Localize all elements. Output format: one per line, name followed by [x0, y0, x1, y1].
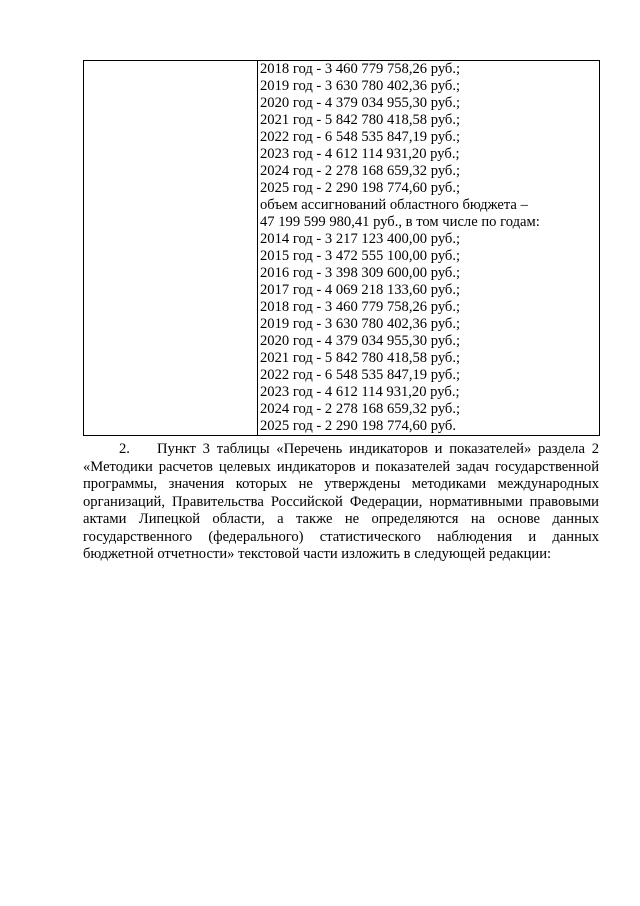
funding-line: 2021 год - 5 842 780 418,58 руб.;	[260, 112, 461, 128]
funding-line: 2025 год - 2 290 198 774,60 руб.;	[260, 180, 461, 196]
table-row	[84, 61, 600, 436]
funding-line: 2021 год - 5 842 780 418,58 руб.;	[260, 350, 461, 366]
funding-line: 2023 год - 4 612 114 931,20 руб.;	[260, 384, 460, 400]
paragraph-number: 2.	[119, 441, 130, 457]
funding-line: 2018 год - 3 460 779 758,26 руб.;	[260, 299, 461, 315]
funding-line: 2017 год - 4 069 218 133,60 руб.;	[260, 282, 461, 298]
funding-line: 2019 год - 3 630 780 402,36 руб.;	[260, 316, 461, 332]
funding-line: объем ассигнований областного бюджета –	[260, 197, 528, 213]
funding-line: 2025 год - 2 290 198 774,60 руб.	[260, 418, 457, 434]
funding-line: 2020 год - 4 379 034 955,30 руб.;	[260, 95, 461, 111]
amendment-paragraph	[83, 441, 599, 564]
paragraph-text: Пункт 3 таблицы «Перечень индикаторов и показателей» раздела 2 «Методики расчетов целевых индикаторов и показателей задач государственной программы, значения которых не утверждены методиками международных организаций, Правительства Российской Федерации, нормативными правовыми актами Липецкой области, а также не определяются на основе данных государственного (федерального) статистического наблюдения и данных бюджетной отчетности» текстовой части изложить в следующей редакции:	[83, 441, 599, 562]
funding-line: 47 199 599 980,41 руб., в том числе по годам:	[260, 214, 540, 230]
funding-line: 2020 год - 4 379 034 955,30 руб.;	[260, 333, 461, 349]
funding-table	[83, 60, 600, 436]
funding-line: 2019 год - 3 630 780 402,36 руб.;	[260, 78, 461, 94]
funding-line: 2016 год - 3 398 309 600,00 руб.;	[260, 265, 461, 281]
funding-line: 2022 год - 6 548 535 847,19 руб.;	[260, 367, 461, 383]
funding-line: 2023 год - 4 612 114 931,20 руб.;	[260, 146, 460, 162]
funding-line: 2022 год - 6 548 535 847,19 руб.;	[260, 129, 461, 145]
funding-line: 2024 год - 2 278 168 659,32 руб.;	[260, 163, 461, 179]
table-right-cell	[258, 61, 600, 436]
funding-line: 2018 год - 3 460 779 758,26 руб.;	[260, 61, 461, 77]
funding-lines	[258, 61, 599, 435]
funding-table-wrapper	[83, 60, 599, 436]
table-left-cell	[84, 61, 258, 436]
funding-line: 2015 год - 3 472 555 100,00 руб.;	[260, 248, 461, 264]
funding-line: 2014 год - 3 217 123 400,00 руб.;	[260, 231, 461, 247]
funding-line: 2024 год - 2 278 168 659,32 руб.;	[260, 401, 461, 417]
